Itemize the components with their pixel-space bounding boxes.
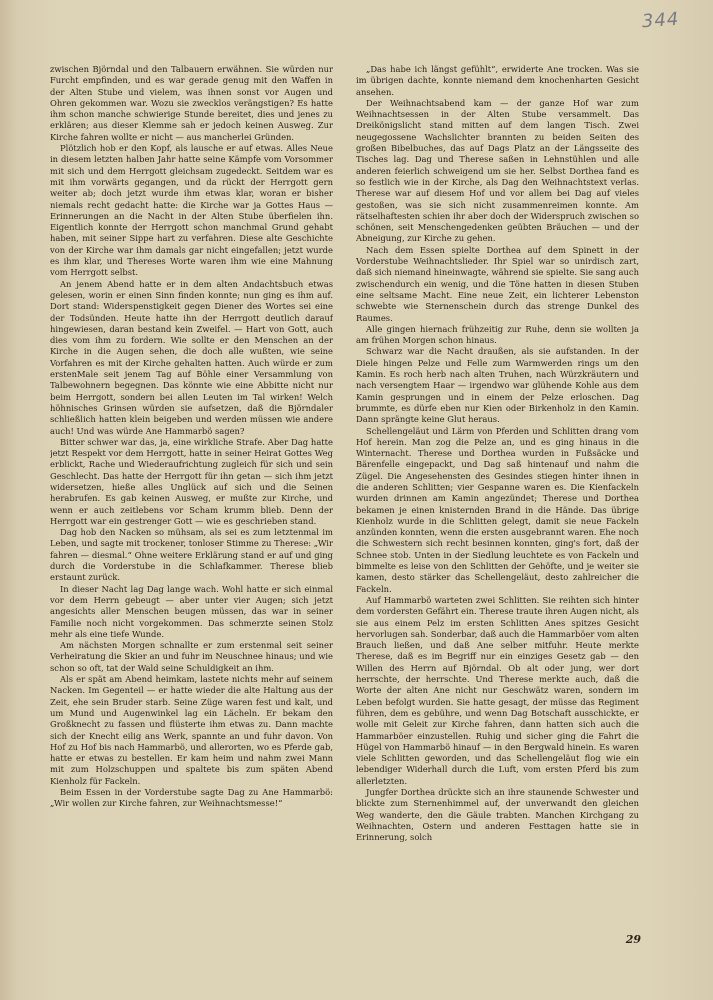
left-column (50, 64, 333, 934)
paragraph: Der Weihnachtsabend kam — der ganze Hof war zum Weihnachtsessen in der Alten Stube versammelt. Das Dreikönigslicht stand mitten auf dem langen Tisch. Zwei neugegossene Wachslichter brannten zu beiden Seiten des großen Bibelbuches, das auf Dags Platz an der Längsseite des Tisches lag. Dag und Therese saßen in Lehnstühlen und alle anderen feierlich schweigend um sie her. Selbst Dorthea fand es so festlich wie in der Kirche, als Dag den Weihnachtstext verlas. Therese war auf diesem Hof und vor allem bei Dag auf vieles gestoßen, was sie sich nicht zusammenreimen konnte. Am rätselhaftesten schien ihr aber doch der Widerspruch zwischen so schönen, seit Menschengedenken geübten Bräuchen — und der Abneigung, zur Kirche zu gehen. (356, 97, 639, 244)
paragraph: An jenem Abend hatte er in dem alten Andachtsbuch etwas gelesen, worin er einen Sinn finden konnte; nun ging es ihm auf. Dort stand: Widerspenstigkeit gegen Diener des Wortes sei eine der Todsünden. Heute hatte ihn der Herrgott deutlich darauf hingewiesen, daran bestand kein Zweifel. — Hart von Gott, auch dies vom ihm zu fordern. Wie sollte er den Menschen an der Kirche in die Augen sehen, die doch alle wußten, wie seine Vorfahren es mit der Kirche gehalten hatten. Auch würde er zum erstenMale seit jenem Tag auf Böhle einer Versammlung von Talbewohnern begegnen. Das könnte wie eine Abbitte nicht nur beim Herrgott, sondern bei allen Leuten im Tal wirken! Welch höhnisches Grinsen würden sie aufsetzen, daß die Björndaler schließlich hatten klein beigeben und werden müssen wie andere auch! Und was würde Ane Hammarbö sagen? (50, 278, 333, 436)
paragraph: Jungfer Dorthea drückte sich an ihre staunende Schwester und blickte zum Sternenhimmel auf, der unverwandt den gleichen Weg wanderte, den die Gäule trabten. Manchen Kirchgang zu Weihnachten, Ostern und anderen Festtagen hatte sie in Erinnerung, solch (356, 787, 639, 843)
paragraph: Alle gingen hiernach frühzeitig zur Ruhe, denn sie wollten ja am frühen Morgen schon hinaus. (356, 323, 639, 346)
paragraph: Plötzlich hob er den Kopf, als lausche er auf etwas. Alles Neue in diesem letzten halben Jahr hatte seine Kämpfe vom Vorsommer mit sich und dem Herrgott gleichsam zugedeckt. Seitdem war es mit ihm vorwärts gegangen, und da rückt der Herrgott gern weiter ab; doch jetzt wurde ihm etwas klar, woran er bisher niemals recht gedacht hatte: die Kirche war ja Gottes Haus — Erinnerungen an die Nacht in der Alten Stube überfielen ihn. Eigentlich konnte der Herrgott schon manchmal Grund gehabt haben, mit seiner Sippe hart zu verfahren. Diese alte Geschichte von der Kirche war ihm damals gar nicht eingefallen; jetzt wurde es ihm klar, und Thereses Worte waren ihm wie eine Mahnung vom Herrgott selbst. (50, 143, 333, 278)
paragraph: Nach dem Essen spielte Dorthea auf dem Spinett in der Vorderstube Weihnachtslieder. Ihr Spiel war so unirdisch zart, daß sich niemand hineinwagte, während sie spielte. Sie sang auch zwischendurch ein wenig, und die Töne hatten in diesen Stuben eine seltsame Macht. Eine neue Zeit, ein lichterer Lebenston schwebte wie Sternenschein durch das strenge Dunkel des Raumes. (356, 244, 639, 323)
paragraph: Schwarz war die Nacht draußen, als sie aufstanden. In der Diele hingen Pelze und Felle zum Warmwerden rings um den Kamin. Es roch herb nach alten Truhen, nach Würzkräutern und nach versengtem Haar — irgendwo war glühende Kohle aus dem Kamin gesprungen und in einem der Pelze erloschen. Dag brummte, es dürfe eben nur Kien oder Birkenholz in den Kamin. Dann sprängte keine Glut heraus. (356, 346, 639, 425)
paragraph: In dieser Nacht lag Dag lange wach. Wohl hatte er sich einmal vor dem Herrn gebeugt — aber unter vier Augen; sich jetzt angesichts aller Menschen beugen müssen, das war in seiner Familie noch nicht vorgekommen. Das schmerzte seinen Stolz mehr als eine tiefe Wunde. (50, 583, 333, 639)
paragraph: Als er spät am Abend heimkam, lastete nichts mehr auf seinem Nacken. Im Gegenteil — er hatte wieder die alte Haltung aus der Zeit, ehe sein Bruder starb. Seine Züge waren fest und kalt, und um Mund und Augenwinkel lag ein Lächeln. Er bekam den Großknecht zu fassen und flüsterte ihm etwas zu. Dann machte sich der Knecht eilig ans Werk, spannte an und fuhr davon. Von Hof zu Hof bis nach Hammarbö, und allerorten, wo es Pferde gab, hatte er etwas zu bestellen. Er kam heim und nahm zwei Mann mit zum Holzschuppen und spaltete bis zum späten Abend Kienholz für Fackeln. (50, 674, 333, 786)
paragraph: Auf Hammarbö warteten zwei Schlitten. Sie reihten sich hinter dem vordersten Gefährt ein. Therese traute ihren Augen nicht, als sie aus einem Pelz im ersten Schlitten Anes spitzes Gesicht hervorlugen sah. Sonderbar, daß auch die Hammarböer vom alten Brauch ließen, und daß Ane selber mitfuhr. Heute merkte Therese, daß es im Begriff nur ein einziges Gesetz gab — den Willen des Herrn auf Björndal. Ob alt oder jung, wer dort herrschte, der herrschte. Und Therese merkte auch, daß die Worte der alten Ane nicht nur Geschwätz waren, sondern im Leben befolgt wurden. Sie hatte gesagt, der müsse das Regiment führen, dem es gebühre, und wenn Dag Botschaft ausschickte, er wolle mit Geleit zur Kirche fahren, dann hatten sich auch die Hammarböer einzustellen. Ruhig und sicher ging die Fahrt die Hügel von Hammarbö hinauf — in den Bergwald hinein. Es waren viele Schlitten geworden, und das Schellengeläut flog wie ein lebendiger Widerhall durch die Luft, vom ersten Pferd bis zum allerletzten. (356, 594, 639, 786)
paragraph: Dag hob den Nacken so mühsam, als sei es zum letztenmal im Leben, und sagte mit trockener, tonloser Stimme zu Therese: „Wir fahren — diesmal.“ Ohne weitere Erklärung stand er auf und ging durch die Vorderstube in die Schlafkammer. Therese blieb erstaunt zurück. (50, 527, 333, 583)
paragraph: Am nächsten Morgen schnallte er zum erstenmal seit seiner Verheiratung die Skier an und fuhr im Neuschnee hinaus; und wie schon so oft, tat der Wald seine Schuldigkeit an ihm. (50, 640, 333, 673)
paragraph: Beim Essen in der Vorderstube sagte Dag zu Ane Hammarbö: „Wir wollen zur Kirche fahren, zur Weihnachtsmesse!“ (50, 787, 333, 809)
paragraph: zwischen Björndal und den Talbauern erwähnen. Sie würden nur Furcht empfinden, und es war gerade genug mit den Waffen in der Alten Stube und vielem, was ihnen sonst vor Augen und Ohren gekommen war. Wozu sie zwecklos verängstigen? Es hatte ihm schon manche schwierige Stunde bereitet, dies und jenes zu erklären; aus dieser Klemme sah er jedoch keinen Ausweg. Zur Kirche fahren wollte er nicht — aus mancherlei Gründen. (50, 64, 333, 142)
handwritten-page-mark: 344 (640, 8, 680, 33)
paragraph: „Das habe ich längst gefühlt“, erwiderte Ane trocken. Was sie im übrigen dachte, konnte niemand dem knochenharten Gesicht ansehen. (356, 64, 639, 97)
paragraph: Bitter schwer war das, ja, eine wirkliche Strafe. Aber Dag hatte jetzt Respekt vor dem Herrgott, hatte in seiner Heirat Gottes Weg erblickt, Rache und Wiederaufrichtung zugleich für sich und sein Geschlecht. Das hatte der Herrgott für ihn getan — sich ihm jetzt widersetzen, hieße alles Unglück auf sich und die Seinen herabrufen. Es gab keinen Ausweg, er mußte zur Kirche, und wenn er auch zeitlebens vor Scham krumm blieb. Denn der Herrgott war ein gestrenger Gott — wie es geschrieben stand. (50, 436, 333, 526)
paragraph: Schellengeläut und Lärm von Pferden und Schlitten drang vom Hof herein. Man zog die Pelze an, und es ging hinaus in die Winternacht. Therese und Dorthea wurden in Fußsäcke und Bärenfelle eingepackt, und Dag saß hintenauf und nahm die Zügel. Die Angesehensten des Gesindes stiegen hinter ihnen in die anderen Schlitten; vier Gespanne waren es. Die Kienfackeln wurden drinnen am Kamin angezündet; Therese und Dorthea bekamen je einen knisternden Brand in die Hände. Das übrige Kienholz wurde in die Schlitten gelegt, damit sie neue Fackeln anzünden konnten, wenn die ersten ausgebrannt waren. Ehe noch die Schwestern sich recht besinnen konnten, ging's fort, daß der Schnee stob. Unten in der Siedlung leuchtete es von Fackeln und bimmelte es leise von den Schlitten der Gehöfte, und je weiter sie kamen, desto stärker das Schellengeläut, desto zahlreicher die Fackeln. (356, 425, 639, 594)
right-column (356, 64, 639, 934)
page-number: 29 (625, 933, 641, 946)
